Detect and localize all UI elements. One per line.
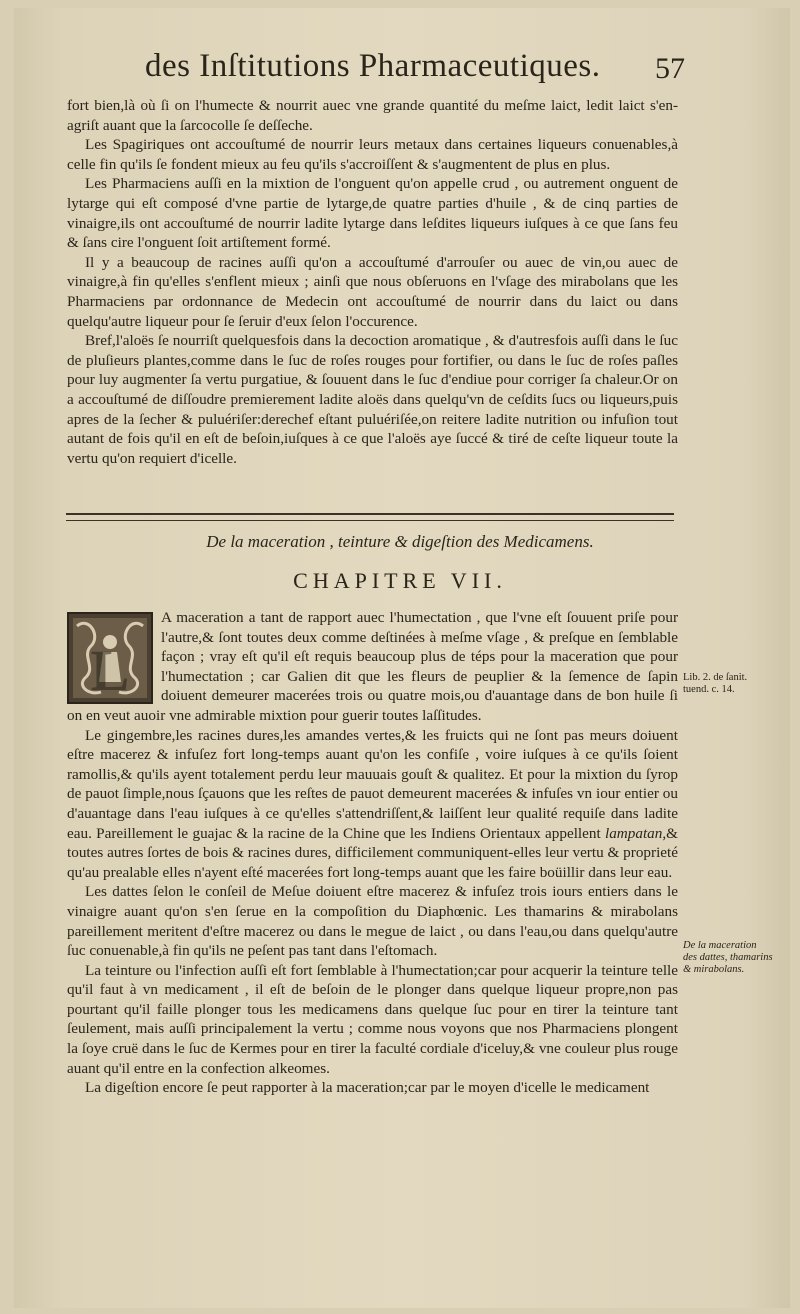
text-run: ,& toutes autres ſortes de bois & racines dures, difficilement communiquent-elles leur vertu & proprieté qu'au prealable elles n'ayent eſté macerées fort long-temps auant que les faire boüillir dans leur eau.	[67, 824, 678, 881]
paragraph: Les Spagiriques ont accouſtumé de nourrir leurs metaux dans certaines liqueurs conuenables,à celle fin qu'ils ſe fondent mieux au feu qu'ils s'accroiſſent & s'augmentent de plus en plus.	[67, 136, 678, 173]
page-number: 57	[655, 52, 685, 85]
section-title: De la maceration , teinture & digeſtion des Medicamens.	[206, 532, 594, 551]
section-rule	[66, 513, 674, 521]
running-title: des Inſtitutions Pharmaceutiques.	[145, 48, 601, 84]
paragraph: La teinture ou l'infection auſſi eſt fort ſemblable à l'humectation;car pour acquerir la teinture telle qu'il faut à vn medicament , il eſt de beſoin de le plonger dans quelque liqueur propre,non pas pourtant qu'il faille plonger tous les medicamens dans quelque ſuc pour en tirer la teinture tant ſeulement, mais auſſi principalement la vertu ; comme nous voyons que nos Pharmaciens plongent la ſoye cruë dans le ſuc de Kermes pour en tirer la faculté cordiale d'iceluy,& vne couleur plus rouge auant qu'il entre en la confection alkeomes.	[67, 961, 678, 1077]
text-block-chapter	[67, 608, 678, 1098]
text-run: Le gingembre,les racines dures,les amandes vertes,& les fruicts qui ne ſont pas meurs doiuent eſtre macerez & infuſez fort long-temps auant qu'on les confiſe , voire iuſques à ce qu'ils ſoient ramollis,& qu'ils ayent totalement perdu leur mauuais gouſt & qualitez. Et pour la mixtion du ſyrop de pauot ſimple,nous ſçauons que les reſtes de pauot demeurent macerées & infuſes vn iour entier ou d'auantage dans l'eau iuſques à ce qu'elles s'attendriſſent,& laiſſent leur qualité requiſe dans ladite eau. Pareillement le guajac & la racine de la Chine que les Indiens Orientaux appellent	[67, 726, 678, 842]
paragraph: La digeſtion encore ſe peut rapporter à la maceration;car par le moyen d'icelle le medicament	[85, 1079, 650, 1097]
paragraph: Les dattes ſelon le conſeil de Meſue doiuent eſtre macerez & infuſez trois iours entiers dans le vinaigre auant qu'on s'en ſerue en la compoſition du Diaphœnic. Les thamarins & mirabolans pareillement meritent d'eſtre macerez ou dans le megue de laict , ou dans l'eau,ou dans quelqu'autre ſuc conuenable,à fin qu'ils ne peſent pas tant dans l'eſtomach.	[67, 883, 678, 960]
page-header	[145, 48, 685, 98]
drop-cap-initial-icon	[67, 612, 153, 704]
svg-text:L: L	[90, 638, 130, 703]
paragraph: A maceration a tant de rapport auec l'humectation , que l'vne eſt ſouuent priſe pour l'autre,& ſont toutes deux comme deſtinées à meſme vſage , & preſque en ſemblable façon ; vray eſt qu'il eſt requis beaucoup plus de téps pour la maceration que pour l'humectation ; car Galien dit que les fleurs de peuplier & la ſemence de ſapin doiuent demeurer macerées trois ou quatre mois,ou d'auantage dans de bon huile ſi on en veut auoir vne admirable mixtion pour guerir toutes laſſitudes.	[67, 609, 678, 724]
margin-note-reference: Lib. 2. de ſanit. tuend. c. 14.	[683, 672, 748, 695]
paragraph: fort bien,là où ſi on l'humecte & nourrit auec vne grande quantité du meſme laict, ledit laict s'en-agriſt auant que la ſarcocolle ſe deſſeche.	[67, 97, 678, 134]
paragraph	[67, 726, 678, 883]
margin-note-dattes: De la maceration des dattes, thamarins & mirabolans.	[683, 940, 773, 975]
text-block-top	[67, 96, 678, 468]
paragraph: Les Pharmaciens auſſi en la mixtion de l'onguent qu'on appelle crud , ou autrement onguent de lytarge qui eſt composé d'vne partie de lytarge,de quatre parties d'huile , & de cinq parties de vinaigre,ils ont accouſtumé de nourrir ladite lytarge dans leſdites liqueurs iuſques à ce que ſans feu & ſans cire l'onguent ſoit artiſtement formé.	[67, 175, 678, 252]
paragraph: Bref,l'aloës ſe nourriſt quelquesfois dans la decoction aromatique , & d'autresfois auſſi dans le ſuc de pluſieurs plantes,comme dans le ſuc de roſes rouges pour fortifier, ou dans le ſuc de roſes paſles pour luy augmenter ſa vertu purgatiue, & ſouuent dans le ſuc d'endiue pour corriger ſa chaleur.Or on a accouſtumé de diſſoudre premierement ladite aloës dans quelqu'vn de ceſdits ſucs ou liqueurs,puis apres de la ſecher & puluériſer:derechef eſtant puluériſée,on reitere ladite nutrition ou infuſion tout autant de fois qu'il en eſt de beſoin,iuſques à ce que l'aloës aye ſuccé & tiré de ceſte liqueur toute la vertu qu'on requiert d'icelle.	[67, 332, 678, 467]
chapter-title: CHAPITRE VII.	[293, 568, 507, 593]
paragraph: Il y a beaucoup de racines auſſi qu'on a accouſtumé d'arrouſer ou auec de vin,ou auec de vinaigre,à fin qu'elles s'enflent mieux ; ainſi que nous obſeruons en l'vſage des mirabolans que les Pharmaciens par ordonnance de Medecin ont accouſtumé de nourrir dans du laict ou dans quelqu'autre liqueur pour ſe ſeruir d'eux ſelon l'occurence.	[67, 253, 678, 330]
italic-term: lampatan	[604, 824, 663, 842]
